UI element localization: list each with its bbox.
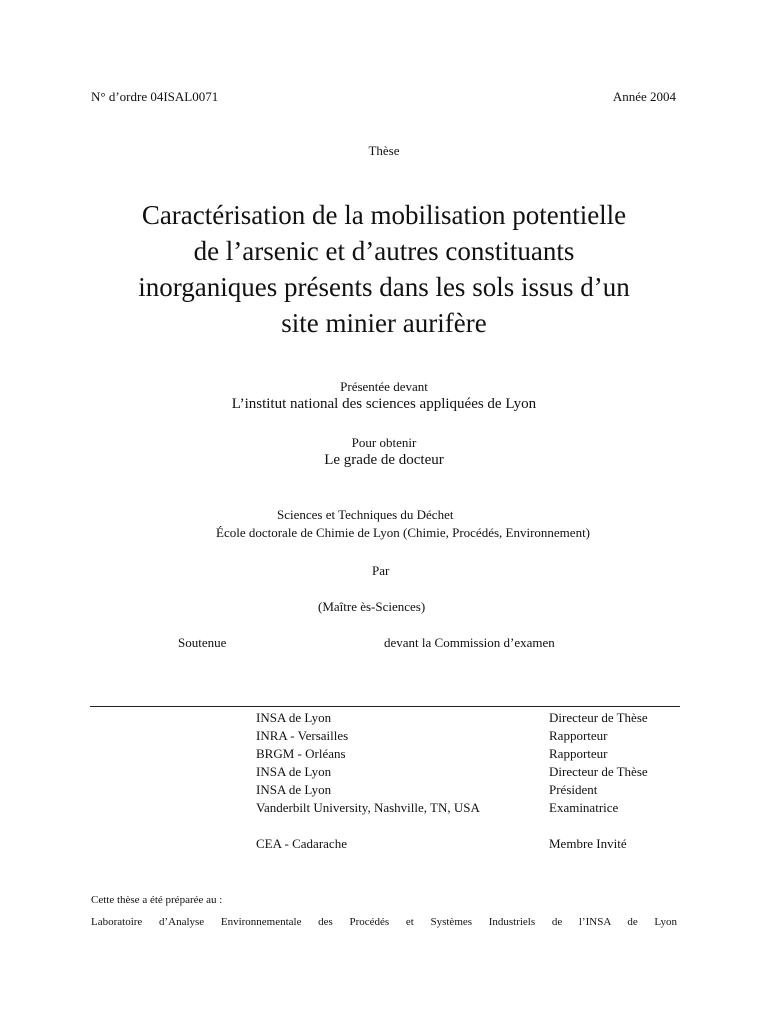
- doctoral-school: École doctorale de Chimie de Lyon (Chimie, Procédés, Environnement): [216, 525, 591, 540]
- jury-row: [256, 727, 696, 745]
- title-line: Caractérisation de la mobilisation potentielle: [141, 200, 627, 230]
- to-obtain-label: Pour obtenir: [351, 435, 417, 450]
- title-line: de l’arsenic et d’autres constituants: [193, 236, 575, 266]
- speciality: Sciences et Techniques du Déchet: [277, 507, 454, 522]
- jury-row: [256, 763, 696, 781]
- jury-role: Président: [549, 782, 598, 797]
- jury-role: Membre Invité: [549, 836, 627, 851]
- defended-label: Soutenue: [178, 635, 227, 650]
- laboratory-name: Laboratoire d’Analyse Environnementale des Procédés et Systèmes Industriels de l’INSA de Lyon: [91, 916, 677, 928]
- jury-role: Rapporteur: [549, 728, 608, 743]
- thesis-title: [60, 197, 708, 341]
- title-line: site minier aurifère: [281, 308, 487, 338]
- jury-row: [256, 799, 696, 817]
- title-line: inorganiques présents dans les sols issus d’un: [138, 272, 630, 302]
- jury-institution: INSA de Lyon: [256, 764, 332, 779]
- institute-name: L’institut national des sciences appliquées de Lyon: [231, 396, 537, 412]
- year: Année 2004: [612, 89, 676, 104]
- jury-institution: INSA de Lyon: [256, 710, 332, 725]
- jury-institution: CEA - Cadarache: [256, 836, 347, 851]
- committee-label: devant la Commission d’examen: [384, 635, 555, 650]
- jury-row: [256, 745, 696, 763]
- order-number: N° d’ordre 04ISAL0071: [91, 89, 219, 104]
- jury-list: [256, 709, 696, 853]
- jury-role: Examinatrice: [549, 800, 619, 815]
- document-type-label: Thèse: [368, 143, 400, 158]
- jury-row: [256, 781, 696, 799]
- jury-institution: INSA de Lyon: [256, 782, 332, 797]
- jury-institution: Vanderbilt University, Nashville, TN, USA: [256, 800, 480, 815]
- by-label: Par: [372, 563, 390, 578]
- jury-row: [256, 709, 696, 727]
- prepared-at-label: Cette thèse a été préparée au :: [91, 894, 223, 906]
- jury-role: Directeur de Thèse: [549, 764, 648, 779]
- presented-before-label: Présentée devant: [340, 379, 428, 394]
- author-degree: (Maître ès-Sciences): [318, 599, 426, 614]
- jury-role: Directeur de Thèse: [549, 710, 648, 725]
- jury-divider: [90, 706, 680, 707]
- jury-institution: INRA - Versailles: [256, 728, 349, 743]
- jury-institution: BRGM - Orléans: [256, 746, 346, 761]
- jury-role: Rapporteur: [549, 746, 608, 761]
- degree-name: Le grade de docteur: [324, 452, 444, 468]
- jury-row: [256, 835, 696, 853]
